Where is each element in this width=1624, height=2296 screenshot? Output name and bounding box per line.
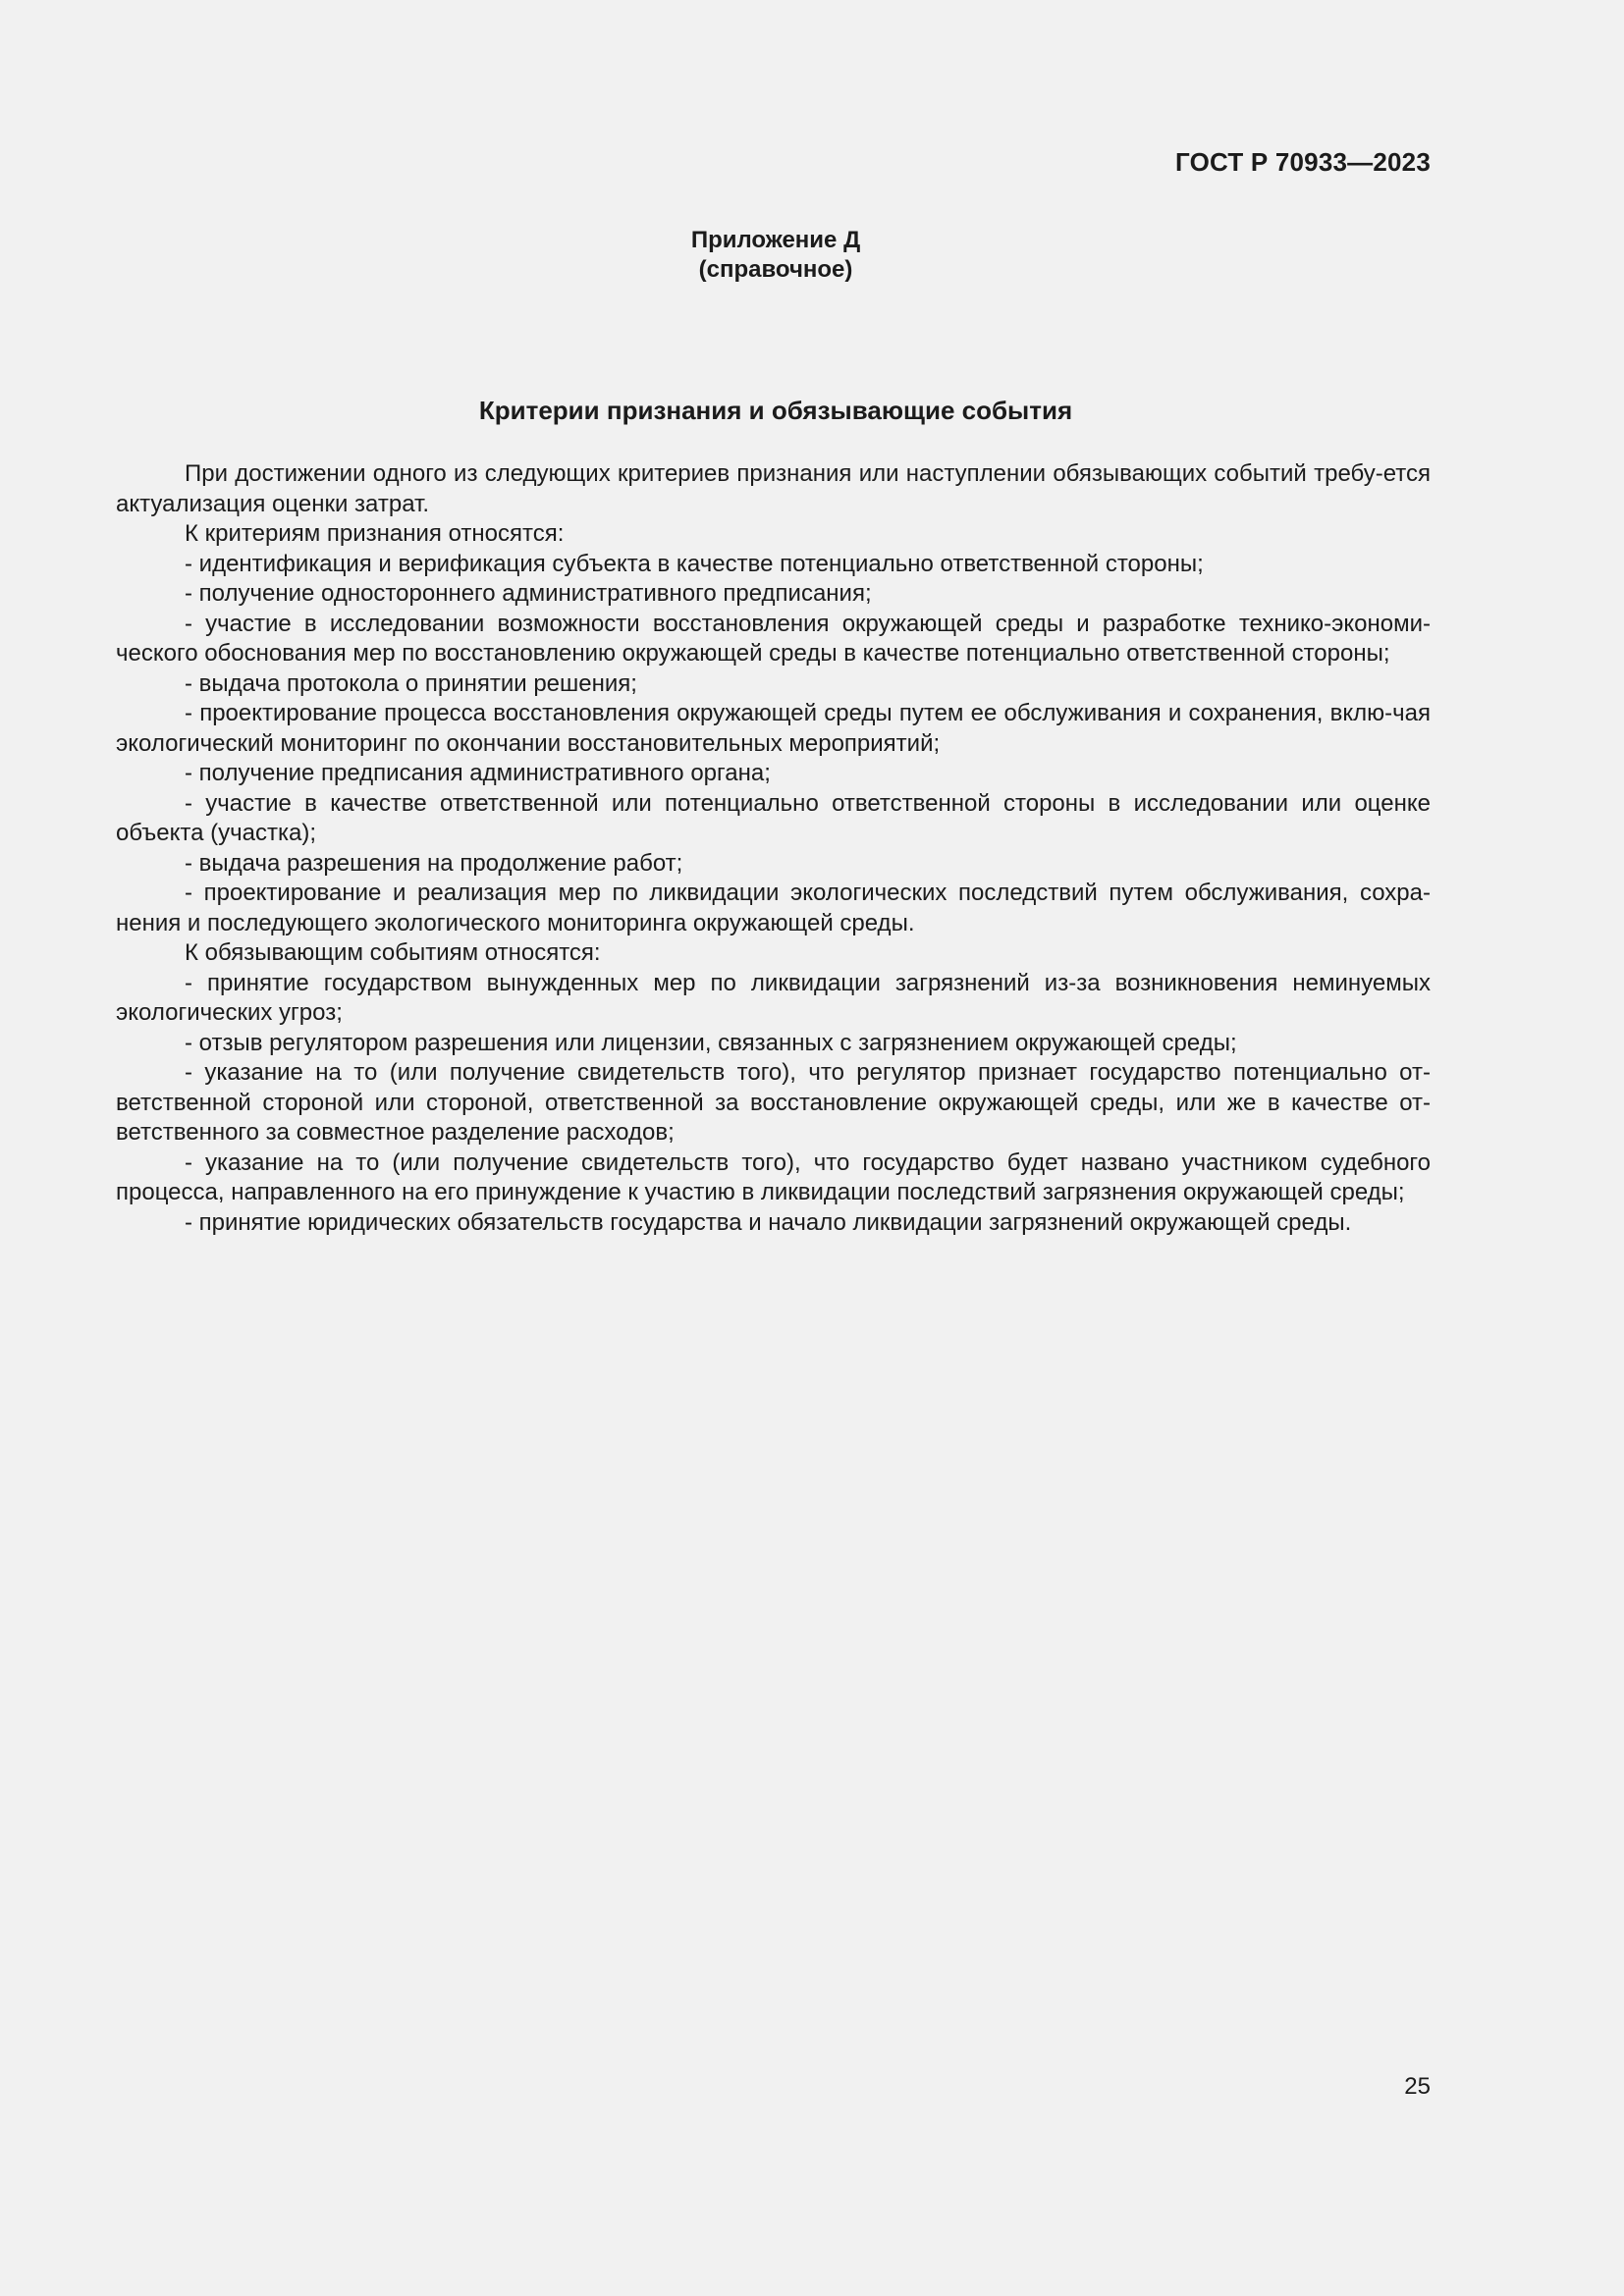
list-item: - идентификация и верификация субъекта в качестве потенциально ответственной стороны; bbox=[185, 550, 1204, 577]
list-item: - получение предписания административного органа; bbox=[185, 760, 771, 786]
list-item: - участие в качестве ответственной или потенциально ответственной стороны в исследовании или оценке объекта (участка); bbox=[116, 789, 1431, 846]
list-item: - проектирование и реализация мер по ликвидации экологических последствий путем обслуживания, сохра-нения и последующего экологического мониторинга окружающей среды. bbox=[116, 880, 1431, 936]
appendix-subtitle: (справочное) bbox=[698, 256, 853, 283]
appendix-title: Приложение Д bbox=[690, 227, 861, 253]
list-item: - указание на то (или получение свидетельств того), что государство будет названо участником судебного процесса, направленного на его принуждение к участию в ликвидации последствий загрязнения окружающей среды; bbox=[116, 1148, 1431, 1205]
document-code: ГОСТ Р 70933—2023 bbox=[1175, 147, 1431, 177]
section-title: Критерии признания и обязывающие события bbox=[478, 396, 1073, 425]
list-item: - принятие государством вынужденных мер по ликвидации загрязнений из-за возникновения неминуемых экологических угроз; bbox=[116, 969, 1431, 1026]
appendix-heading bbox=[0, 226, 1551, 285]
list-item: - принятие юридических обязательств государства и начало ликвидации загрязнений окружающей среды. bbox=[185, 1208, 1352, 1236]
page-number: 25 bbox=[1404, 2073, 1431, 2100]
paragraph-events-heading: К обязывающим событиям относятся: bbox=[185, 939, 601, 966]
paragraph-criteria-heading: К критериям признания относятся: bbox=[185, 520, 565, 547]
paragraph-intro: При достижении одного из следующих критериев признания или наступлении обязывающих событий требу-ется актуализация оценки затрат. bbox=[116, 460, 1431, 517]
list-item: - указание на то (или получение свидетельств того), что регулятор признает государство потенциально от-ветственной стороной или стороной, ответственной за восстановление окружающей среды, или же в качестве от-ветственного за совместное разделение расходов; bbox=[116, 1059, 1431, 1146]
list-item: - отзыв регулятором разрешения или лицензии, связанных с загрязнением окружающей среды; bbox=[185, 1029, 1237, 1056]
list-item: - получение одностороннего административного предписания; bbox=[185, 580, 872, 607]
list-item: - выдача протокола о принятии решения; bbox=[185, 669, 637, 697]
list-item: - выдача разрешения на продолжение работ; bbox=[185, 849, 683, 877]
list-item: - участие в исследовании возможности восстановления окружающей среды и разработке технико-экономи-ческого обоснования мер по восстановлению окружающей среды в качестве потенциально ответственной стороны; bbox=[116, 610, 1431, 667]
body-text bbox=[116, 459, 1431, 1238]
list-item: - проектирование процесса восстановления окружающей среды путем ее обслуживания и сохранения, вклю-чая экологический мониторинг по окончании восстановительных мероприятий; bbox=[116, 700, 1431, 757]
